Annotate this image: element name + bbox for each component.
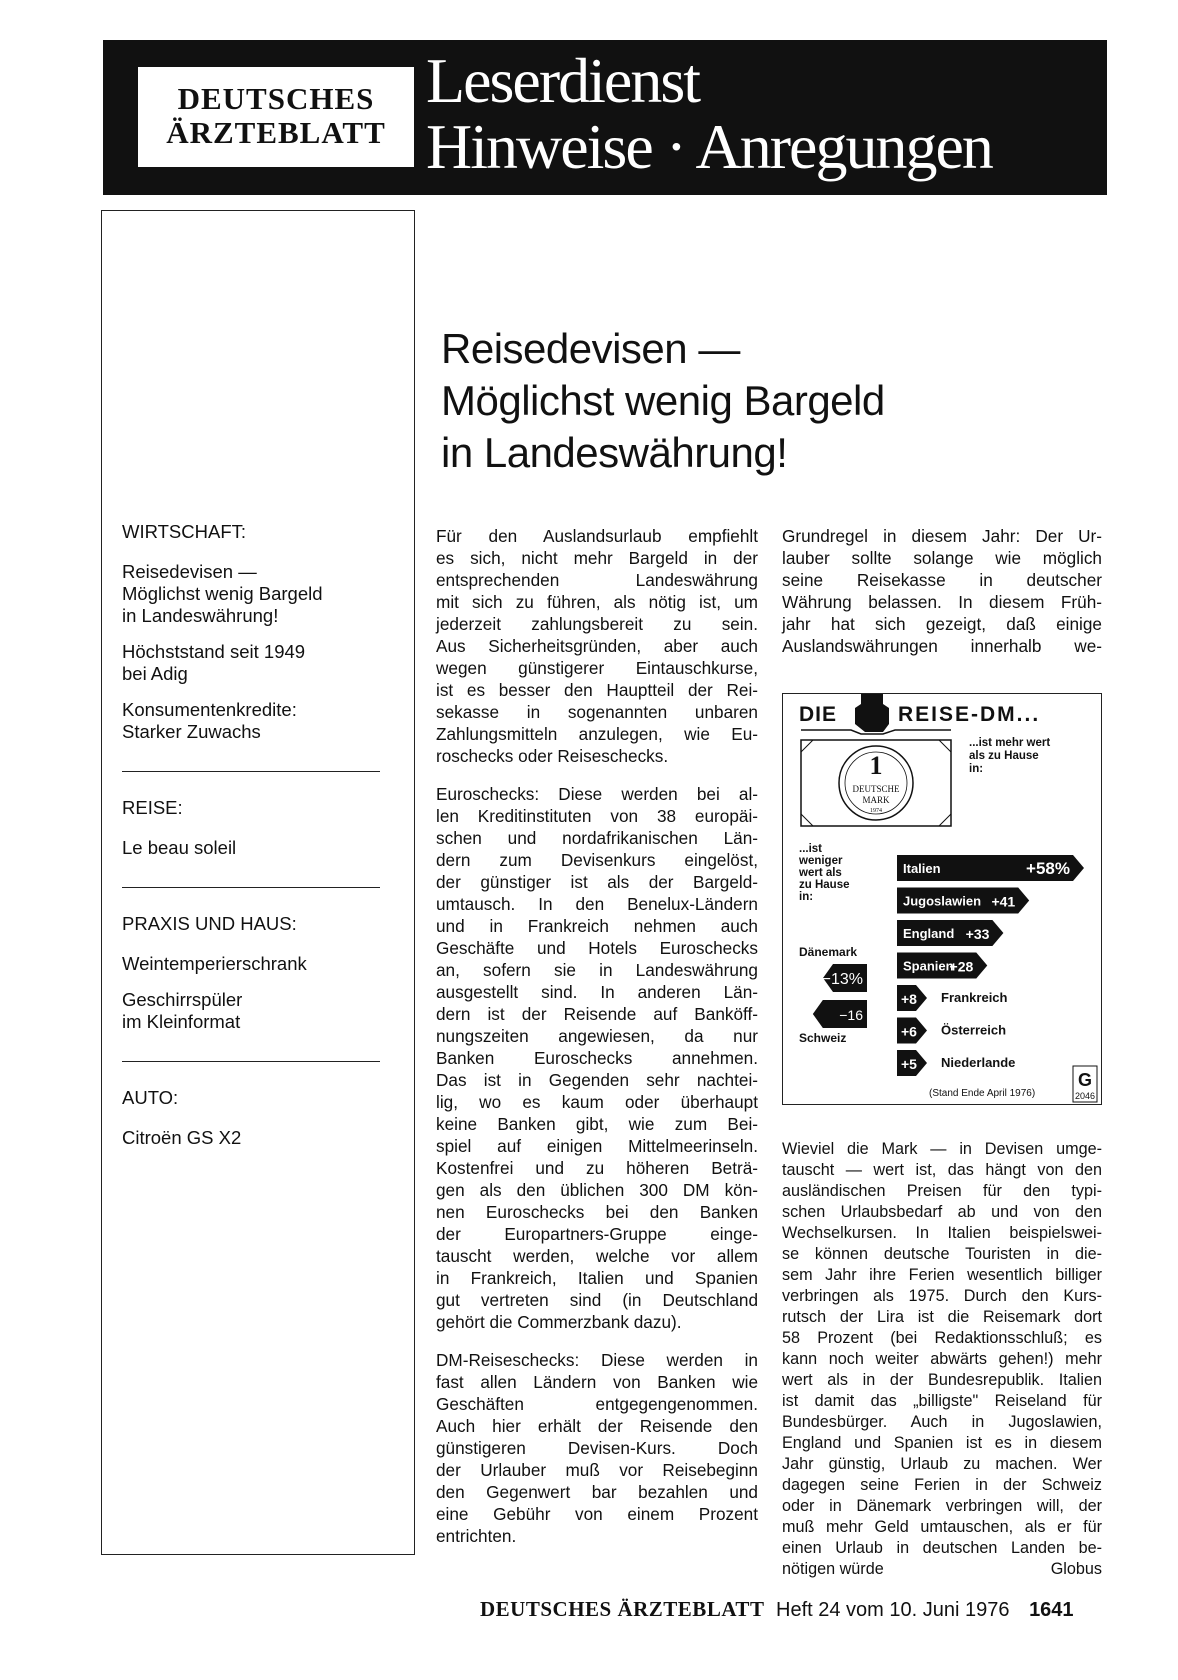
- toc-entry: [122, 837, 377, 859]
- text-line: Wieviel die Mark — in Devisen umge-: [782, 1140, 1102, 1158]
- toc-section-heading: REISE:: [122, 797, 183, 818]
- text-line: sem Jahr ihre Ferien wesentlich billiger: [782, 1266, 1102, 1284]
- text-line: eine Gebühr von einem Prozent: [436, 1504, 758, 1524]
- text-line: tauscht — wert ist, das hängt von den: [782, 1161, 1102, 1179]
- text-line: fast allen Ländern von Banken wie: [436, 1372, 758, 1392]
- toc-entry: [122, 989, 377, 1033]
- toc-entry: [122, 699, 377, 743]
- chart-source: (Stand Ende April 1976): [929, 1088, 1036, 1099]
- toc-entry-line: in Landeswährung!: [122, 605, 279, 626]
- bar-country-label: Frankreich: [941, 990, 1008, 1005]
- text-line: Währung belassen. In diesem Früh-: [782, 592, 1102, 612]
- headline-line: in Landeswährung!: [441, 429, 788, 476]
- text-line: der günstiger ist als der Bargeld-: [436, 872, 758, 892]
- hand-icon: [855, 694, 889, 732]
- text-line: DM-Reiseschecks: Diese werden in: [436, 1350, 758, 1370]
- text-line: Euroschecks: Diese werden bei al-: [436, 784, 758, 804]
- article-column-2-bottom: [782, 1139, 1102, 1596]
- bar-value-label: −16: [839, 1007, 863, 1023]
- article-column-1: [436, 525, 758, 1563]
- footer-issue: Heft 24 vom 10. Juni 1976: [776, 1599, 1010, 1621]
- bar-value-label: +5: [901, 1056, 917, 1072]
- chart-title-left: DIE: [799, 703, 838, 726]
- paragraph: [782, 525, 1102, 657]
- text-line: Jahr günstig, Urlaub zu machen. Wer: [782, 1455, 1102, 1473]
- text-line: der Europartners-Gruppe einge-: [436, 1224, 758, 1244]
- more-value-label: in:: [969, 763, 984, 775]
- toc-entry: [122, 641, 377, 685]
- text-line: keine Banken gibt, wie zum Bei-: [436, 1114, 758, 1134]
- paragraph: [436, 1349, 758, 1547]
- text-line: und in Frankreich nehmen auch: [436, 916, 758, 936]
- more-value-label: als zu Hause: [969, 750, 1039, 762]
- text-line: lig, wo es kaum oder überhaupt: [436, 1092, 758, 1112]
- text-line: ist damit das „billigste" Reiseland für: [782, 1392, 1102, 1410]
- text-line: Zahlungsmitteln anzulegen, wie Eu-: [436, 724, 758, 744]
- text-line: schen und nordafrikanischen Län-: [436, 828, 758, 848]
- chart-title-right: REISE-DM...: [898, 703, 1041, 726]
- bar-country-label: Dänemark: [799, 945, 858, 959]
- reise-dm-chart: [782, 693, 1102, 1105]
- text-line: [782, 1559, 1102, 1580]
- toc-entry-line: Geschirrspüler: [122, 989, 243, 1010]
- text-line: dern ist der Reisende auf Banköff-: [436, 1004, 758, 1024]
- headline-line: Reisedevisen —: [441, 325, 740, 372]
- toc-entry-line: bei Adig: [122, 663, 188, 684]
- footer-journal: DEUTSCHES ÄRZTEBLATT: [480, 1597, 765, 1621]
- text-line: es sich, nicht mehr Bargeld in der: [436, 548, 758, 568]
- bar-value-label: +6: [901, 1023, 917, 1040]
- text-line: 58 Prozent (bei Redaktionsschluß; es: [782, 1329, 1102, 1347]
- text-line: verbringen als 1975. Durch den Kurs-: [782, 1287, 1102, 1305]
- journal-logo: [138, 67, 414, 167]
- section-divider: [122, 887, 380, 888]
- section-title-line-2: Hinweise · Anregungen: [426, 111, 992, 182]
- text-line: umtausch. In den Benelux-Ländern: [436, 894, 758, 914]
- text-line: Geschäften entgegengenommen.: [436, 1394, 758, 1414]
- text-line: wert als in der Bundesrepublik. Italien: [782, 1371, 1102, 1389]
- text-line: nungszeiten angewiesen, da nur: [436, 1026, 758, 1046]
- masthead-banner: [103, 40, 1107, 195]
- graphic-credit: Globus: [1050, 1560, 1102, 1578]
- page-footer: [480, 1597, 1074, 1622]
- toc-entry-line: Höchststand seit 1949: [122, 641, 306, 662]
- text-line: Aus Sicherheitsgründen, aber auch: [436, 636, 758, 656]
- text-line: einen Urlaub in deutschen Landen be-: [782, 1539, 1102, 1557]
- page-number: 1641: [1029, 1599, 1074, 1621]
- less-value-label: wert als: [799, 867, 842, 879]
- text-line: lauber sollte solange wie möglich: [782, 548, 1102, 568]
- bar-value-label: +8: [901, 991, 917, 1007]
- text-line: len Kreditinstituten von 38 europäi-: [436, 806, 758, 826]
- text-line: oder in Dänemark verbringen will, der: [782, 1497, 1102, 1515]
- bar-value-label: +41: [991, 893, 1016, 910]
- contents-list: [122, 521, 377, 1163]
- less-value-label: zu Hause: [799, 879, 850, 891]
- chart-graphic: [783, 694, 1103, 1106]
- bar-value-label: +28: [949, 958, 974, 975]
- text-line: schen Urlaubsbedarf ab und von den: [782, 1203, 1102, 1221]
- more-value-label: ...ist mehr wert: [969, 737, 1051, 749]
- bar-country-label: England: [903, 926, 955, 941]
- text-line: jahr hat sich gezeigt, daß einige: [782, 614, 1102, 634]
- text-line: Bundesbürger. Auch in Jugoslawien,: [782, 1413, 1102, 1431]
- coin-year: 1974: [870, 808, 882, 814]
- text-line: tauscht werden, welche vor allem: [436, 1246, 758, 1266]
- section-divider: [122, 1061, 380, 1062]
- text-line: Banken Euroschecks annehmen.: [436, 1048, 758, 1068]
- text-line: Das ist in Gegenden sehr nachtei-: [436, 1070, 758, 1090]
- text-line: ausländischen Preisen für den typi-: [782, 1182, 1102, 1200]
- less-value-label: in:: [799, 891, 814, 903]
- text-line: den Gegenwert bar bezahlen und: [436, 1482, 758, 1502]
- bar-country-label: Niederlande: [941, 1055, 1016, 1070]
- text-line: günstigeren Devisen-Kurs. Doch: [436, 1438, 758, 1458]
- coin-text: MARK: [862, 795, 890, 805]
- bar-value-label: +33: [965, 926, 990, 942]
- toc-entry-line: Weintemperierschrank: [122, 953, 307, 974]
- text-line: roschecks oder Reiseschecks.: [436, 746, 669, 766]
- text-line: gen als den üblichen 300 DM kön-: [436, 1180, 758, 1200]
- section-divider: [122, 771, 380, 772]
- toc-section-heading: AUTO:: [122, 1087, 179, 1108]
- logo-line-1: DEUTSCHES: [177, 81, 375, 116]
- article-headline: [441, 323, 885, 479]
- text-line: an, sofern sie in Landeswährung: [436, 960, 758, 980]
- less-value-label: weniger: [799, 855, 843, 867]
- bar-country-label: Schweiz: [799, 1031, 847, 1045]
- toc-entry-line: Starker Zuwachs: [122, 721, 261, 742]
- headline-line: Möglichst wenig Bargeld: [441, 377, 885, 424]
- bar-country-label: Jugoslawien: [903, 893, 982, 909]
- text-line: gut vertreten sind (in Deutschland: [436, 1290, 758, 1310]
- text-line: ausgestellt sind. In anderen Län-: [436, 982, 758, 1002]
- text-line: dern zum Devisenkurs eingelöst,: [436, 850, 758, 870]
- paragraph: [782, 1139, 1102, 1580]
- text-line: entsprechenden Landeswährung: [436, 570, 758, 590]
- section-title: [426, 45, 992, 182]
- article-column-2-top: [782, 525, 1102, 673]
- text-line: Auch hier erhält der Reisende den: [436, 1416, 758, 1436]
- text-line-end: nötigen würde: [782, 1560, 884, 1578]
- globus-logo-letter: G: [1077, 1070, 1093, 1090]
- toc-entry-line: Konsumentenkredite:: [122, 699, 297, 720]
- text-line: England und Spanien ist es in diesem: [782, 1434, 1102, 1452]
- text-line: ist es besser den Hauptteil der Rei-: [436, 680, 758, 700]
- section-title-line-1: Leserdienst: [426, 45, 699, 116]
- less-value-label: ...ist: [799, 843, 823, 855]
- text-line: se können deutsche Touristen in die-: [782, 1245, 1102, 1263]
- text-line: der Urlauber muß vor Reisebeginn: [436, 1460, 758, 1480]
- text-line: rutsch der Lira ist die Reisemark dort: [782, 1308, 1102, 1326]
- toc-entry-line: Citroën GS X2: [122, 1127, 242, 1148]
- text-line: Grundregel in diesem Jahr: Der Ur-: [782, 526, 1102, 546]
- coin-value: 1: [869, 751, 883, 780]
- text-line: gehört die Commerzbank dazu).: [436, 1312, 682, 1332]
- text-line: wegen günstigerer Eintauschkurse,: [436, 658, 758, 678]
- text-line: kann noch weiter abwärts gehen!) mehr: [782, 1350, 1102, 1368]
- bar-country-label: Spanien: [903, 958, 954, 974]
- text-line: in Frankreich, Italien und Spanien: [436, 1268, 758, 1288]
- contents-box: [101, 210, 415, 1555]
- toc-entry-line: Möglichst wenig Bargeld: [122, 583, 323, 604]
- toc-entry-line: Le beau soleil: [122, 837, 237, 858]
- text-line: spiel auf einigen Mittelmeerinseln.: [436, 1136, 758, 1156]
- logo-line-2: ÄRZTEBLATT: [166, 115, 386, 150]
- text-line: Wechselkursen. In Italien beispielswei-: [782, 1224, 1102, 1242]
- text-line: Kostenfrei und zu höheren Beträ-: [436, 1158, 758, 1178]
- toc-entry: [122, 953, 377, 975]
- text-line: sekasse in sogenannten unbaren: [436, 702, 758, 722]
- text-line: nen Euroschecks bei den Banken: [436, 1202, 758, 1222]
- text-line: dagegen seine Ferien in der Schweiz: [782, 1476, 1102, 1494]
- bar-value-label: +58%: [1026, 859, 1070, 878]
- toc-entry: [122, 561, 377, 627]
- coin-text: DEUTSCHE: [852, 784, 900, 794]
- text-line: Auslandswährungen innerhalb we-: [782, 636, 1102, 656]
- text-line: seine Reisekasse in deutscher: [782, 570, 1102, 590]
- bar-country-label: Italien: [903, 861, 941, 876]
- bar-country-label: Österreich: [941, 1022, 1007, 1038]
- toc-entry: [122, 1127, 377, 1149]
- text-line: jederzeit zahlungsbereit zu sein.: [436, 614, 758, 634]
- toc-entry-line: Reisedevisen —: [122, 561, 257, 582]
- paragraph: [436, 525, 758, 767]
- text-line: muß mehr Geld umtauschen, als er für: [782, 1518, 1102, 1536]
- text-line: Geschäfte und Hotels Euroschecks: [436, 938, 758, 958]
- bar-value-label: −13%: [821, 971, 863, 988]
- text-line: mit sich zu führen, als nötig ist, um: [436, 592, 758, 612]
- toc-entry-line: im Kleinformat: [122, 1011, 241, 1032]
- text-line: Für den Auslandsurlaub empfiehlt: [436, 526, 758, 546]
- paragraph: [436, 783, 758, 1333]
- toc-section-heading: WIRTSCHAFT:: [122, 521, 247, 542]
- toc-section-heading: PRAXIS UND HAUS:: [122, 913, 297, 934]
- text-line: entrichten.: [436, 1526, 517, 1546]
- graphic-number: 2046: [1074, 1091, 1096, 1101]
